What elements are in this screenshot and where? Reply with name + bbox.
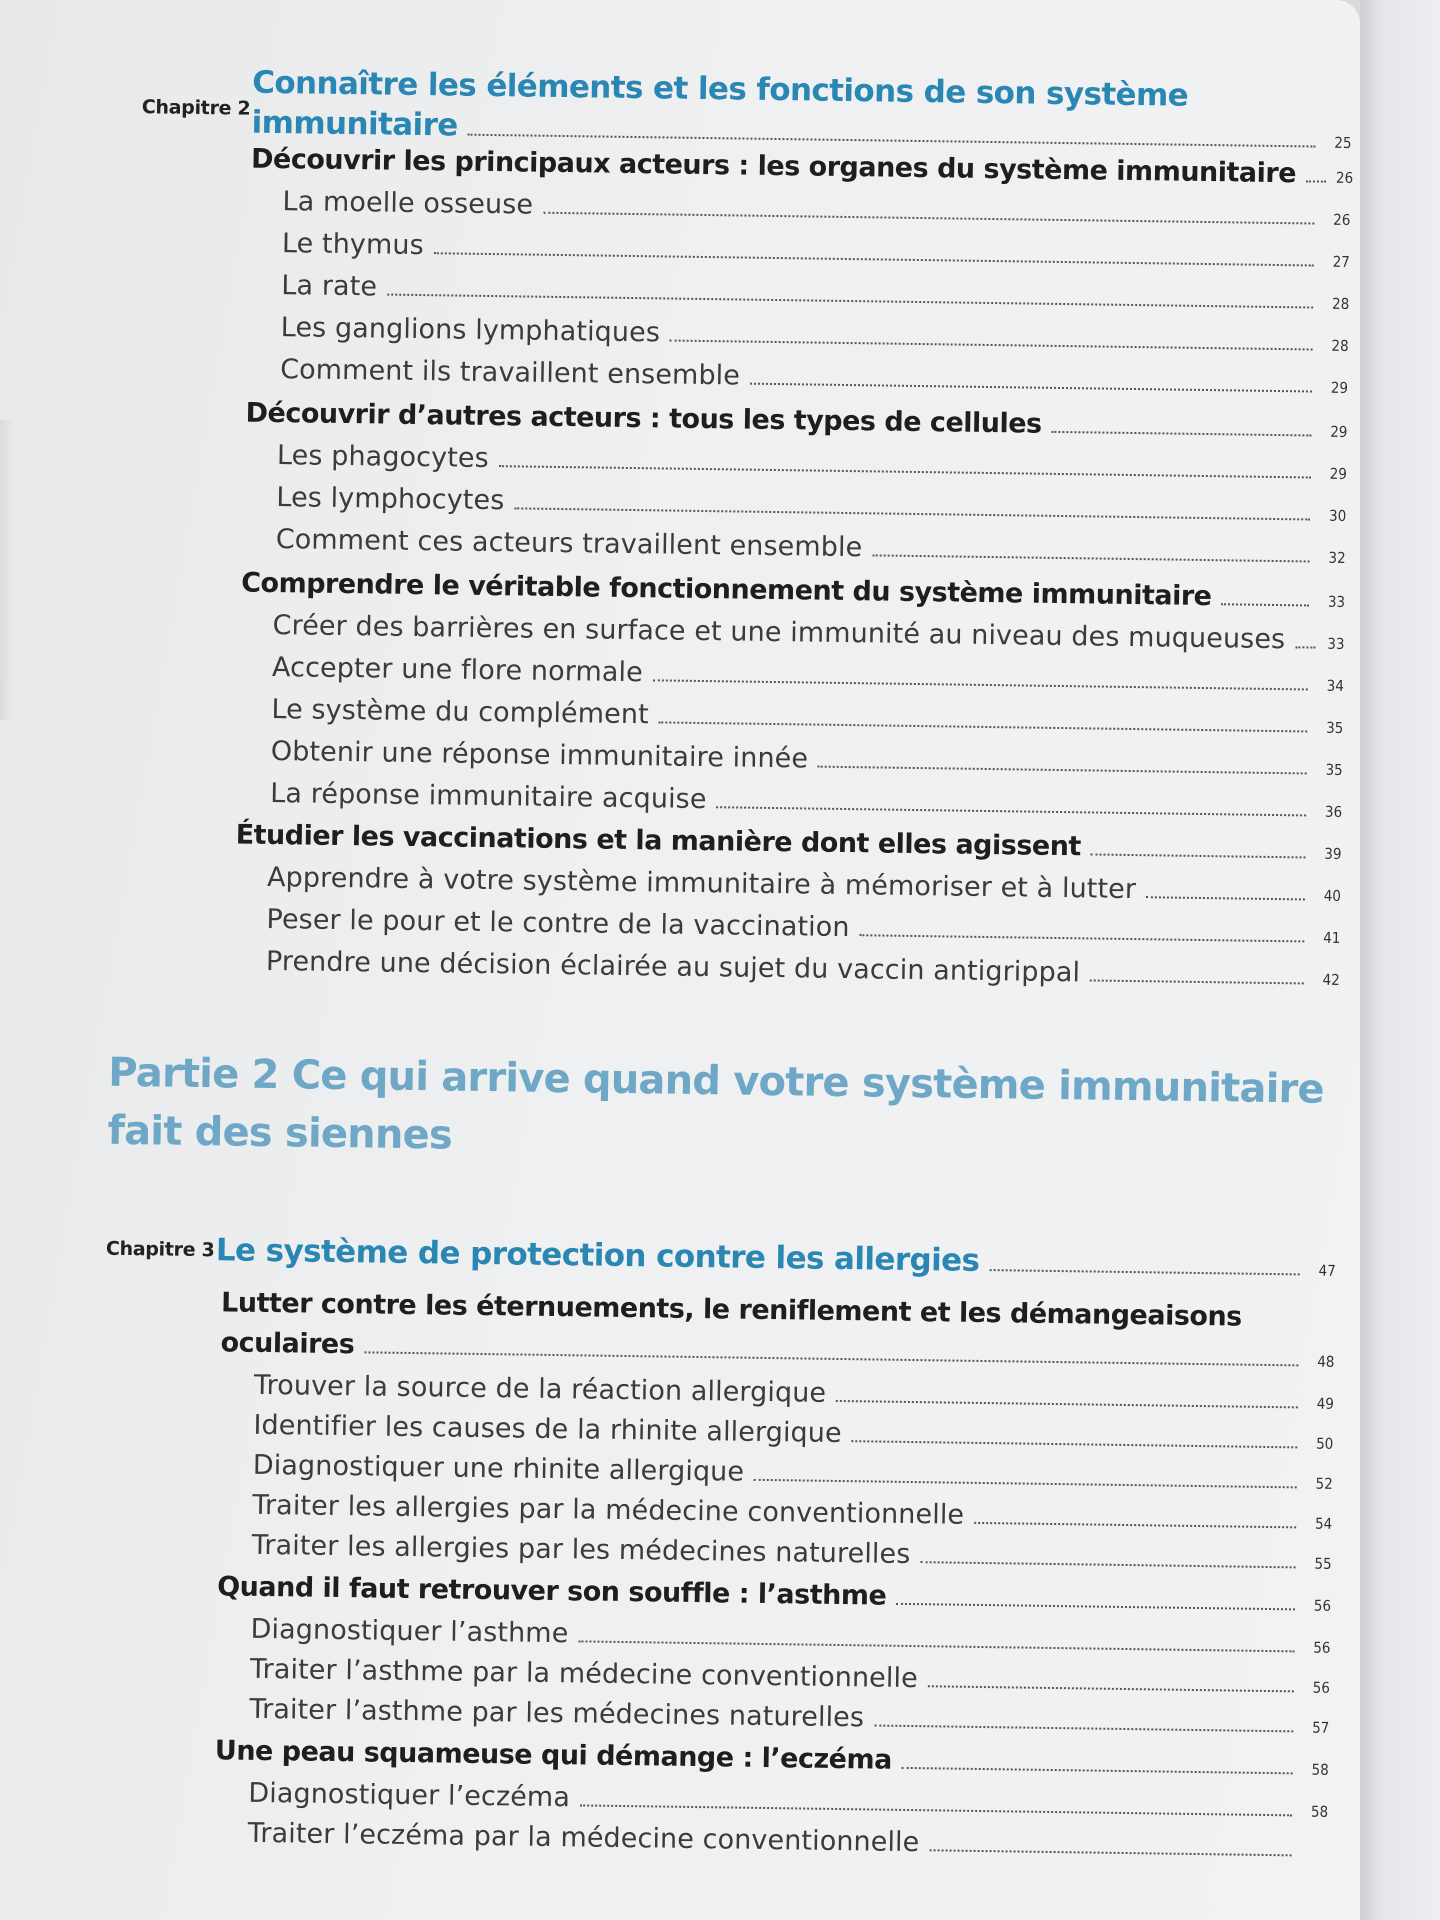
part-title-line2: fait des siennes bbox=[107, 1107, 453, 1159]
page-number: 34 bbox=[1326, 676, 1345, 695]
dot-leader bbox=[499, 465, 1311, 478]
toc-entry-label: Découvrir d’autres acteurs : tous les types de cellules bbox=[245, 397, 1042, 440]
chapter-3-heading bbox=[105, 1228, 1336, 1280]
toc-entry-label: Diagnostiquer l’eczéma bbox=[248, 1777, 571, 1814]
page-number: 28 bbox=[1331, 336, 1349, 355]
dot-leader bbox=[716, 806, 1306, 816]
toc-entry-label: Une peau squameuse qui démange : l’eczéma bbox=[214, 1735, 893, 1776]
page-number: 25 bbox=[1334, 133, 1352, 153]
page-number: 54 bbox=[1314, 1514, 1333, 1533]
dot-leader bbox=[1090, 979, 1304, 984]
dot-leader bbox=[653, 679, 1308, 690]
dot-leader bbox=[1295, 646, 1315, 648]
dot-leader bbox=[902, 1767, 1293, 1774]
dot-leader bbox=[659, 721, 1308, 732]
page-number: 55 bbox=[1314, 1554, 1332, 1573]
page-number: 52 bbox=[1315, 1474, 1333, 1493]
background-surface bbox=[1360, 0, 1440, 1920]
page-number: 36 bbox=[1324, 802, 1343, 821]
dot-leader bbox=[929, 1849, 1291, 1856]
toc-entry-label: Comprendre le véritable fonctionnement du système immunitaire bbox=[241, 567, 1212, 613]
toc-entry-label: Comment ces acteurs travaillent ensemble bbox=[275, 524, 863, 564]
dot-leader bbox=[920, 1561, 1295, 1568]
page-number: 27 bbox=[1332, 252, 1350, 272]
dot-leader bbox=[818, 766, 1307, 775]
page-number: 57 bbox=[1312, 1718, 1330, 1737]
page-number: 29 bbox=[1329, 464, 1347, 483]
dot-leader bbox=[387, 294, 1313, 309]
page-number: 42 bbox=[1322, 970, 1340, 989]
toc-entry-label: Traiter les allergies par la médecine conventionnelle bbox=[252, 1489, 965, 1531]
toc-entry-label: Accepter une flore normale bbox=[271, 651, 644, 689]
toc-entry-label: Lutter contre les éternuements, le reniflement et les démangeaisons bbox=[220, 1287, 1242, 1333]
dot-leader bbox=[670, 340, 1313, 351]
page-number: 49 bbox=[1316, 1394, 1334, 1413]
toc-entry-label: La rate bbox=[281, 270, 378, 303]
page-number: 29 bbox=[1330, 422, 1348, 441]
page-number: 56 bbox=[1313, 1596, 1332, 1615]
toc-entry-label: Traiter l’asthme par la médecine conventionnelle bbox=[249, 1653, 919, 1695]
toc-entry-label: Les phagocytes bbox=[276, 440, 489, 475]
dot-leader bbox=[836, 1400, 1298, 1408]
chapter-label: Chapitre 2 bbox=[141, 96, 251, 120]
toc-entry-label: Diagnostiquer l’asthme bbox=[250, 1613, 569, 1650]
page-number: 41 bbox=[1323, 928, 1341, 947]
toc-entry-label: Apprendre à votre système immunitaire à mémoriser et à lutter bbox=[266, 861, 1137, 906]
toc-entry-label: Traiter les allergies par les médecines naturelles bbox=[251, 1529, 911, 1570]
dot-leader bbox=[859, 934, 1304, 942]
toc-entry-label: La réponse immunitaire acquise bbox=[270, 777, 707, 816]
toc-entry-label: Quand il faut retrouver son souffle : l’asthme bbox=[216, 1571, 887, 1612]
toc-entry-label: Créer des barrières en surface et une immunité au niveau des muqueuses bbox=[272, 610, 1286, 656]
toc-entry-label: Trouver la source de la réaction allergique bbox=[253, 1369, 827, 1409]
dot-leader bbox=[514, 507, 1310, 520]
toc-entry-label: Diagnostiquer une rhinite allergique bbox=[252, 1449, 745, 1488]
chapter-2-heading bbox=[141, 60, 1360, 153]
page-number: 39 bbox=[1324, 844, 1342, 863]
dot-leader bbox=[1221, 603, 1309, 606]
toc-entry-label: Les ganglions lymphatiques bbox=[280, 312, 661, 349]
dot-leader bbox=[754, 1479, 1297, 1489]
toc-entry-label: Comment ils travaillent ensemble bbox=[279, 354, 741, 392]
dot-leader bbox=[578, 1640, 1294, 1652]
page-number: 40 bbox=[1323, 886, 1342, 905]
page-number: 33 bbox=[1327, 634, 1345, 653]
dot-leader bbox=[364, 1351, 1298, 1366]
page-number: 29 bbox=[1330, 378, 1349, 397]
chapter-title-row[interactable] bbox=[216, 1229, 1336, 1285]
toc-entry-label: Traiter l’eczéma par la médecine conventionnelle bbox=[247, 1817, 920, 1859]
page-number: 48 bbox=[1317, 1352, 1335, 1371]
toc-entry-label: Le thymus bbox=[281, 228, 424, 262]
toc-entry-label: Le système du complément bbox=[271, 693, 649, 731]
chapter-title: Le système de protection contre les allergies bbox=[215, 1232, 980, 1279]
dot-leader bbox=[989, 1269, 1299, 1275]
dot-leader bbox=[750, 383, 1312, 393]
page-number: 33 bbox=[1327, 592, 1346, 611]
dot-leader bbox=[543, 212, 1314, 225]
page-number: 32 bbox=[1328, 548, 1346, 567]
part-2-heading bbox=[107, 1044, 1338, 1177]
dot-leader bbox=[468, 134, 1316, 148]
dot-leader bbox=[1091, 853, 1306, 858]
toc-entry-label: La moelle osseuse bbox=[282, 186, 534, 221]
dot-leader bbox=[974, 1522, 1296, 1528]
part-title-line1: Partie 2 Ce qui arrive quand votre système immunitaire bbox=[108, 1049, 1325, 1113]
page-number: 26 bbox=[1333, 210, 1351, 230]
dot-leader bbox=[1306, 180, 1326, 182]
toc-entry-label: Peser le pour et le contre de la vaccination bbox=[266, 903, 850, 944]
page-number: 58 bbox=[1311, 1760, 1329, 1779]
page-number: 56 bbox=[1312, 1678, 1331, 1697]
dot-leader bbox=[1146, 896, 1305, 900]
toc-entry-label: Étudier les vaccinations et la manière dont elles agissent bbox=[235, 819, 1082, 863]
page-number: 26 bbox=[1335, 168, 1354, 188]
dot-leader bbox=[852, 1440, 1298, 1448]
page-number: 50 bbox=[1316, 1434, 1334, 1453]
chapter-title-line1: Connaître les éléments et les fonctions de son système bbox=[251, 64, 1189, 114]
page-number: 35 bbox=[1326, 718, 1344, 737]
dot-leader bbox=[896, 1603, 1295, 1611]
page-number: 58 bbox=[1310, 1802, 1329, 1821]
toc-entry-label: Prendre une décision éclairée au sujet du vaccin antigrippal bbox=[265, 945, 1081, 989]
dot-leader bbox=[874, 1725, 1293, 1733]
dot-leader bbox=[928, 1685, 1294, 1692]
page-number: 30 bbox=[1328, 506, 1347, 525]
toc-entry-label: Identifier les causes de la rhinite allergique bbox=[253, 1409, 842, 1450]
dot-leader bbox=[434, 252, 1314, 266]
toc-entry-label: Obtenir une réponse immunitaire innée bbox=[270, 735, 809, 775]
page-number: 28 bbox=[1331, 294, 1350, 313]
toc-entry-label: Traiter l’asthme par les médecines naturelles bbox=[249, 1693, 865, 1734]
toc-entry-label: oculaires bbox=[220, 1327, 355, 1361]
toc-entry-label: Les lymphocytes bbox=[276, 482, 505, 517]
chapter-label: Chapitre 3 bbox=[105, 1237, 215, 1262]
dot-leader bbox=[580, 1804, 1292, 1816]
dot-leader bbox=[872, 554, 1309, 562]
page-number: 35 bbox=[1325, 760, 1343, 779]
chapter-title-line2: immunitaire bbox=[251, 104, 458, 144]
toc-entry-label: Découvrir les principaux acteurs : les organes du système immunitaire bbox=[250, 143, 1297, 190]
page-number: 47 bbox=[1318, 1261, 1336, 1280]
page-number: 56 bbox=[1313, 1638, 1331, 1657]
dot-leader bbox=[1051, 431, 1311, 437]
